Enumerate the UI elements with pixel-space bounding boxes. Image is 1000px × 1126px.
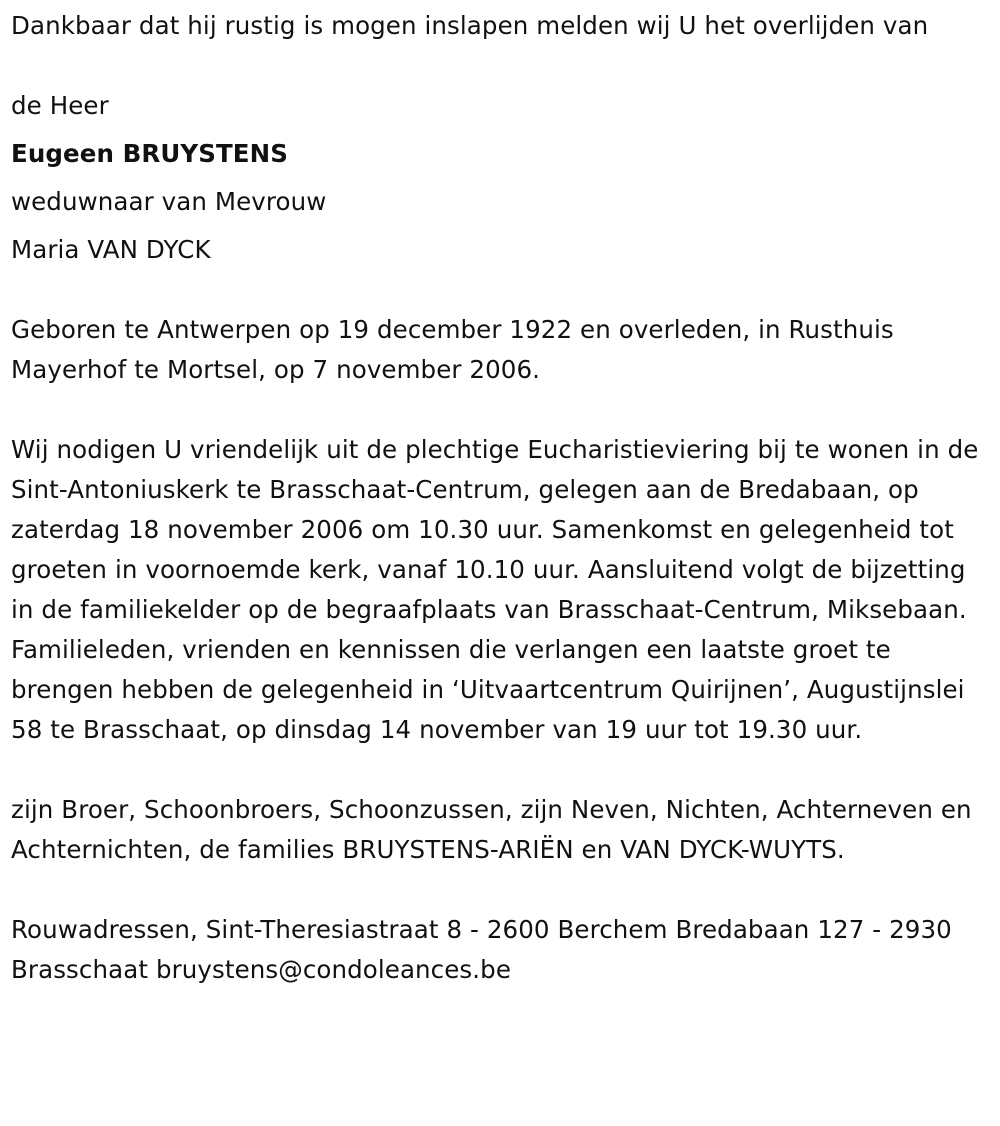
intro-paragraph: Dankbaar dat hij rustig is mogen inslapen melden wij U het overlijden van [11, 11, 929, 40]
spacer [11, 46, 990, 86]
family-paragraph: zijn Broer, Schoonbroers, Schoonzussen, zijn Neven, Nichten, Achterneven en Achternichten, de families BRUYSTENS-ARIËN en VAN DYCK-WUYTS. [11, 795, 972, 864]
spacer [11, 126, 990, 134]
addresses-paragraph: Rouwadressen, Sint-Theresiastraat 8 - 2600 Berchem Bredabaan 127 - 2930 Brasschaat bruystens@condoleances.be [11, 915, 952, 984]
title-line: de Heer [11, 91, 109, 120]
ceremony-paragraph: Wij nodigen U vriendelijk uit de plechtige Eucharistieviering bij te wonen in de Sint-Antoniuskerk te Brasschaat-Centrum, gelegen aan de Bredabaan, op zaterdag 18 november 2006 om 10.30 uur. Samenkomst en gelegenheid tot groeten in voornoemde kerk, vanaf 10.10 uur. Aansluitend volgt de bijzetting in de familiekelder op de begraafplaats van Brasschaat-Centrum, Miksebaan. Familieleden, vrienden en kennissen die verlangen een laatste groet te brengen hebben de gelegenheid in ‘Uitvaartcentrum Quirijnen’, Augustijnslei 58 te Brasschaat, op dinsdag 14 november van 19 uur tot 19.30 uur. [11, 435, 979, 744]
relation-line: weduwnaar van Mevrouw [11, 187, 327, 216]
spacer [11, 870, 990, 910]
spacer [11, 270, 990, 310]
spouse-name: Maria VAN DYCK [11, 235, 211, 264]
spacer [11, 390, 990, 430]
deceased-name: Eugeen BRUYSTENS [11, 139, 288, 168]
spacer [11, 222, 990, 230]
birth-death-paragraph: Geboren te Antwerpen op 19 december 1922 en overleden, in Rusthuis Mayerhof te Mortsel, op 7 november 2006. [11, 315, 894, 384]
spacer [11, 174, 990, 182]
spacer [11, 750, 990, 790]
